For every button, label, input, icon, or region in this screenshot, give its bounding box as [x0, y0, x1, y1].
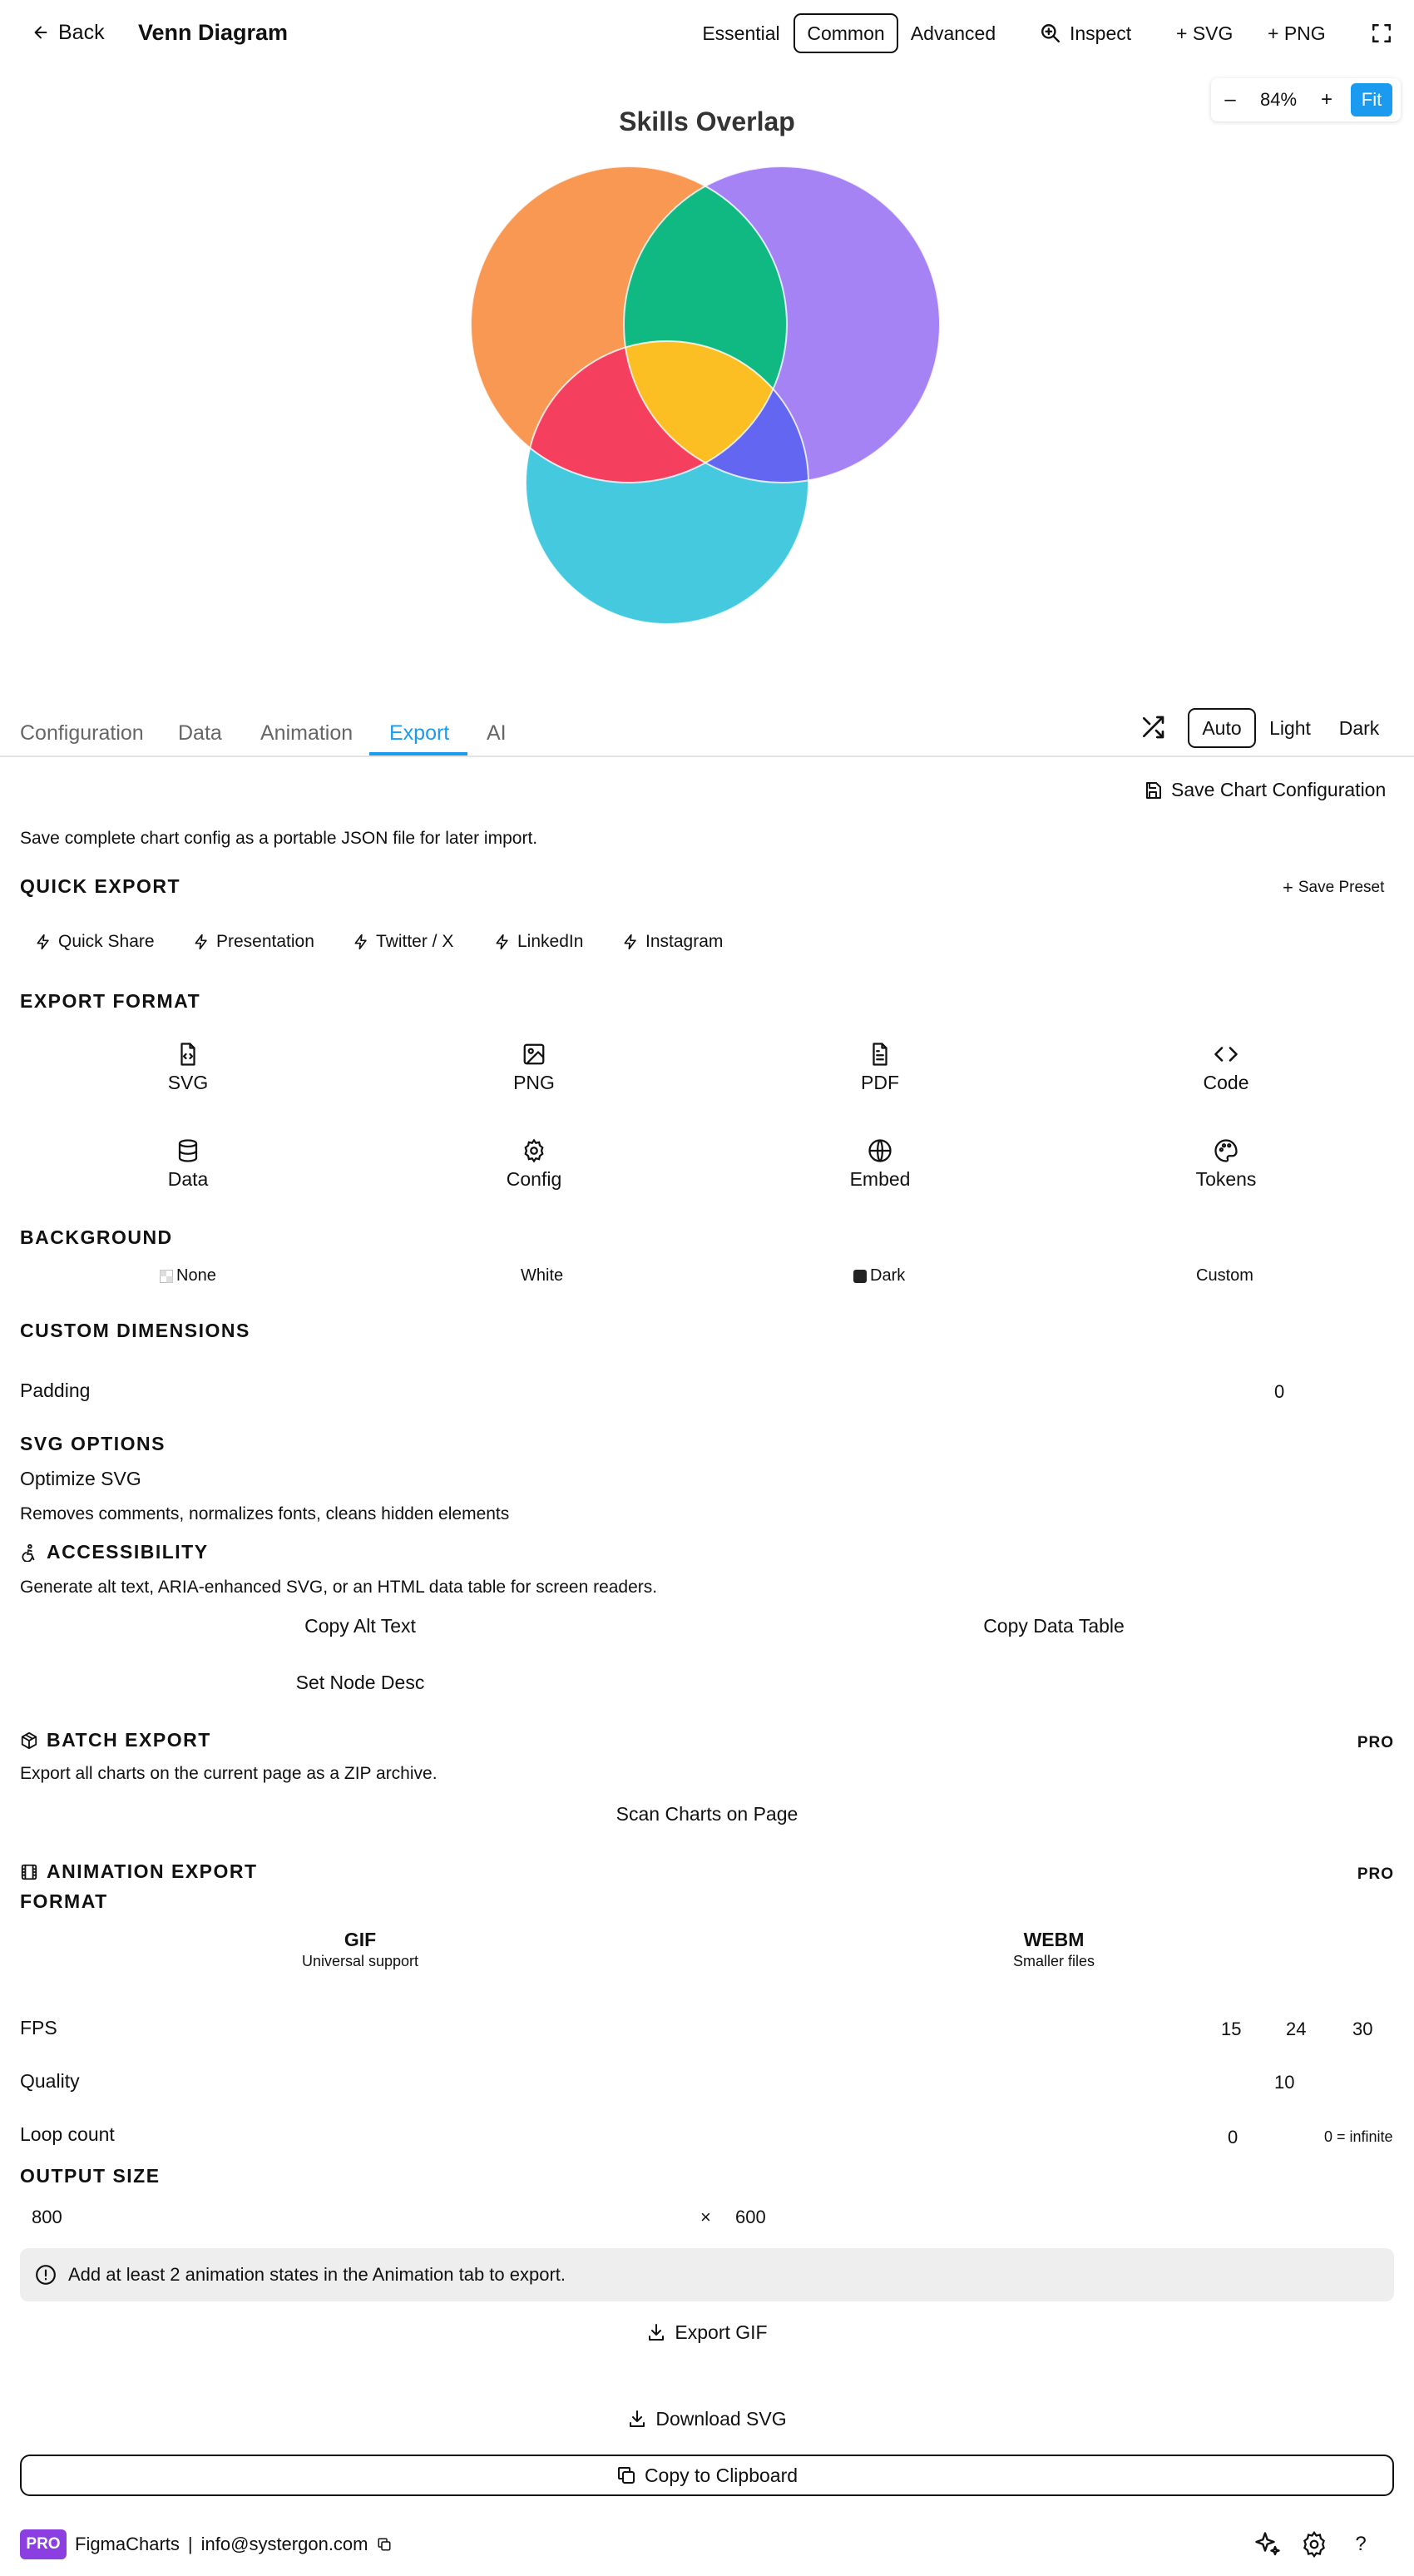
tab-common[interactable]: Common [794, 13, 898, 53]
copy-to-clipboard-label: Copy to Clipboard [644, 2464, 798, 2486]
venn-diagram [0, 0, 1414, 666]
save-icon [1143, 780, 1163, 800]
brand-name: FigmaCharts [75, 2534, 180, 2554]
animation-notice-text: Add at least 2 animation states in the Animation tab to export. [68, 2264, 566, 2285]
fps-label: FPS [20, 2017, 57, 2039]
info-icon [35, 2264, 57, 2286]
download-icon [627, 2409, 647, 2429]
quick-export-instagram[interactable] [622, 925, 723, 959]
custom-dimensions-heading: CUSTOM DIMENSIONS [20, 1320, 250, 1341]
accessibility-description: Generate alt text, ARIA-enhanced SVG, or an HTML data table for screen readers. [20, 1578, 658, 1597]
format-data[interactable] [105, 1138, 271, 1205]
accessibility-heading-label: ACCESSIBILITY [47, 1541, 209, 1563]
fps-option-24[interactable]: 24 [1286, 2019, 1307, 2039]
background-dark[interactable] [853, 1266, 905, 1286]
batch-pro-badge: PRO [1357, 1734, 1394, 1751]
panel-divider [0, 755, 1414, 757]
accessibility-heading [20, 1541, 209, 1563]
plus-icon: + [1283, 877, 1293, 898]
theme-dark[interactable]: Dark [1338, 716, 1380, 739]
save-preset-button[interactable] [1283, 877, 1384, 899]
zoom-level: 84% [1259, 89, 1298, 110]
quick-export-twitter[interactable] [353, 925, 453, 959]
code-icon [1214, 1042, 1238, 1067]
download-svg-label: Download SVG [655, 2407, 787, 2430]
background-custom[interactable]: Custom [1196, 1266, 1253, 1285]
background-none[interactable] [160, 1266, 216, 1286]
fit-button[interactable]: Fit [1351, 83, 1392, 116]
inspect-label: Inspect [1070, 22, 1132, 44]
shuffle-button[interactable] [1140, 714, 1166, 741]
zap-icon [494, 934, 511, 950]
zap-icon [35, 934, 52, 950]
optimize-svg-toggle[interactable]: Optimize SVG [20, 1468, 141, 1489]
format-pdf[interactable] [797, 1042, 963, 1108]
format-svg-label: SVG [167, 1072, 209, 1093]
batch-export-heading [20, 1729, 211, 1751]
format-gif-option[interactable] [20, 1929, 700, 1982]
shuffle-icon [1140, 714, 1166, 741]
format-png[interactable] [451, 1042, 617, 1108]
presentation-label: Presentation [216, 932, 314, 951]
gif-name: GIF [344, 1929, 377, 1950]
format-code-label: Code [1203, 1072, 1249, 1093]
gear-icon [522, 1138, 546, 1163]
instagram-label: Instagram [645, 932, 724, 951]
tab-essential[interactable]: Essential [702, 22, 780, 44]
output-size-separator: × [700, 2207, 711, 2227]
animation-export-heading-label: ANIMATION EXPORT [47, 1860, 258, 1882]
padding-label: Padding [20, 1380, 91, 1401]
quality-input[interactable]: 10 [1274, 2072, 1295, 2093]
format-config[interactable] [451, 1138, 617, 1205]
ai-sparkle-button[interactable] [1249, 2526, 1286, 2563]
format-tokens-label: Tokens [1195, 1168, 1257, 1190]
format-embed[interactable] [797, 1138, 963, 1205]
copy-icon[interactable] [377, 2537, 392, 2552]
pro-badge[interactable]: PRO [20, 2529, 67, 2559]
fps-option-30[interactable]: 30 [1352, 2019, 1373, 2039]
download-icon [646, 2322, 666, 2342]
transparent-icon [160, 1270, 173, 1283]
page-title: Venn Diagram [138, 19, 289, 45]
optimize-svg-description: Removes comments, normalizes fonts, cleans hidden elements [20, 1504, 510, 1523]
quick-export-quick-share[interactable] [35, 925, 155, 959]
save-preset-label: Save Preset [1298, 879, 1385, 896]
theme-auto[interactable]: Auto [1188, 708, 1256, 748]
format-data-label: Data [167, 1168, 209, 1190]
export-gif-button[interactable] [20, 2313, 1394, 2351]
padding-input[interactable]: 0 [1274, 1381, 1285, 1402]
quick-export-presentation[interactable] [193, 925, 314, 959]
tab-configuration[interactable]: Configuration [20, 721, 144, 745]
dark-swatch-icon [853, 1270, 867, 1283]
support-email[interactable]: info@systergon.com [200, 2534, 368, 2554]
copy-data-table-button[interactable]: Copy Data Table [983, 1614, 1125, 1637]
zap-icon [622, 934, 639, 950]
animation-export-heading [20, 1860, 258, 1883]
set-node-desc-button[interactable]: Set Node Desc [295, 1671, 425, 1693]
add-png-button[interactable]: + PNG [1268, 22, 1326, 44]
format-webm-option[interactable] [714, 1929, 1394, 1982]
save-configuration-description: Save complete chart config as a portable JSON file for later import. [20, 829, 538, 848]
theme-light[interactable]: Light [1269, 716, 1311, 739]
film-icon [20, 1863, 38, 1881]
globe-icon [868, 1138, 892, 1163]
sparkle-icon [1253, 2529, 1283, 2559]
fps-option-15[interactable]: 15 [1221, 2019, 1242, 2039]
batch-export-description: Export all charts on the current page as a ZIP archive. [20, 1764, 438, 1783]
tab-advanced[interactable]: Advanced [910, 22, 996, 44]
footer-separator: | [187, 2534, 193, 2554]
output-size-heading: OUTPUT SIZE [20, 2165, 161, 2187]
background-none-label: None [176, 1266, 216, 1285]
format-embed-label: Embed [849, 1168, 911, 1190]
zoom-out-button[interactable]: – [1224, 88, 1236, 111]
format-tokens[interactable] [1143, 1138, 1309, 1205]
gif-description: Universal support [301, 1953, 419, 1969]
quick-export-heading: QUICK EXPORT [20, 875, 181, 897]
tab-ai[interactable]: AI [487, 721, 507, 745]
gear-icon [1300, 2530, 1328, 2559]
download-svg-button[interactable] [20, 2400, 1394, 2438]
output-width-input[interactable]: 800 [32, 2207, 62, 2227]
background-white[interactable]: White [521, 1266, 564, 1285]
loop-count-input[interactable]: 0 [1228, 2127, 1238, 2147]
copy-to-clipboard-button[interactable] [20, 2455, 1394, 2496]
zap-icon [353, 934, 369, 950]
loop-count-label: Loop count [20, 2123, 115, 2145]
quick-share-label: Quick Share [58, 932, 155, 951]
copy-alt-text-button[interactable]: Copy Alt Text [304, 1614, 416, 1637]
batch-export-heading-label: BATCH EXPORT [47, 1729, 211, 1751]
format-pdf-label: PDF [861, 1072, 899, 1093]
background-heading: BACKGROUND [20, 1226, 173, 1248]
palette-icon [1214, 1138, 1238, 1163]
format-svg[interactable] [105, 1042, 271, 1108]
loop-count-hint: 0 = infinite [1324, 2128, 1393, 2145]
copy-icon [616, 2465, 636, 2485]
scan-charts-button[interactable]: Scan Charts on Page [616, 1802, 798, 1825]
webm-name: WEBM [1023, 1929, 1085, 1950]
format-config-label: Config [506, 1168, 562, 1190]
image-icon [522, 1042, 546, 1067]
tab-animation[interactable]: Animation [260, 721, 354, 745]
settings-button[interactable] [1296, 2526, 1332, 2563]
quality-label: Quality [20, 2070, 80, 2092]
file-code-icon [176, 1042, 200, 1067]
linkedin-label: LinkedIn [517, 932, 584, 951]
export-format-heading: EXPORT FORMAT [20, 990, 201, 1012]
database-icon [176, 1138, 200, 1163]
file-text-icon [868, 1042, 892, 1067]
zap-icon [193, 934, 210, 950]
save-configuration-label: Save Chart Configuration [1171, 779, 1387, 800]
tab-data[interactable]: Data [178, 721, 222, 745]
output-height-input[interactable]: 600 [735, 2207, 766, 2227]
format-heading: FORMAT [20, 1890, 108, 1912]
background-dark-label: Dark [870, 1266, 906, 1285]
footer-info [75, 2529, 392, 2559]
save-configuration-button[interactable] [1143, 779, 1386, 801]
export-gif-label: Export GIF [675, 2321, 768, 2343]
twitter-label: Twitter / X [376, 932, 454, 951]
quick-export-linkedin[interactable] [494, 925, 583, 959]
animation-notice [20, 2248, 1394, 2301]
animation-pro-badge: PRO [1357, 1865, 1394, 1883]
chart-title: Skills Overlap [619, 107, 795, 136]
package-icon [20, 1731, 38, 1750]
add-svg-button[interactable]: + SVG [1176, 22, 1234, 44]
tab-export[interactable]: Export [389, 721, 450, 745]
svg-options-heading: SVG OPTIONS [20, 1433, 166, 1454]
accessibility-icon [20, 1543, 38, 1562]
zoom-in-button[interactable]: + [1320, 88, 1332, 111]
webm-description: Smaller files [1012, 1953, 1095, 1969]
back-label: Back [58, 20, 105, 44]
format-code[interactable] [1143, 1042, 1309, 1108]
help-button[interactable]: ? [1355, 2533, 1367, 2555]
format-png-label: PNG [513, 1072, 555, 1093]
